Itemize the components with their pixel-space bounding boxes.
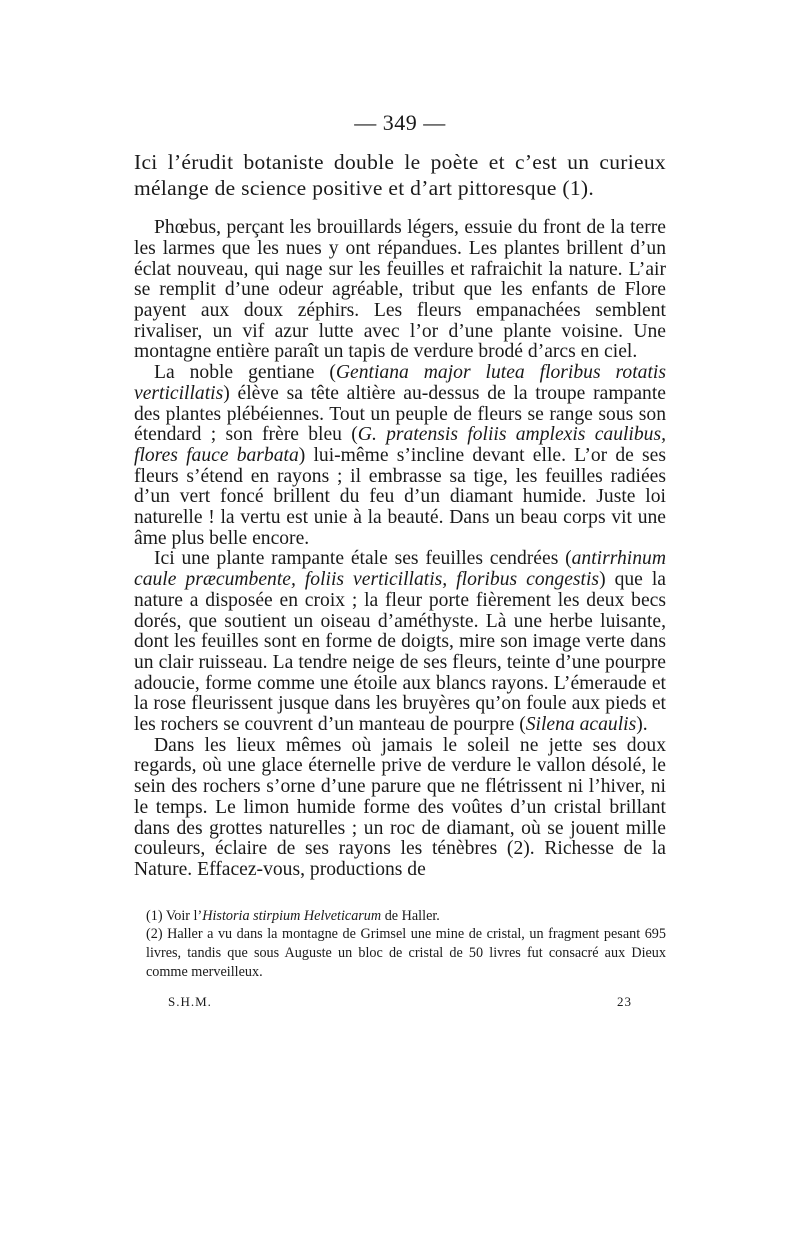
intro-paragraph: Ici l’érudit botaniste double le poète et c’est un curieux mélange de science positive et d’art pittoresque (1). [134,150,666,200]
paragraph-gentiane-text-a: La noble gentiane ( [154,362,336,384]
paragraph-gentiane-text-c: ) élève sa tête altière au-dessus de la troupe rampante des plantes plébéiennes. Tout un peuple de fleurs se range sous son étendard ; son frère bleu ( [134,382,666,446]
paragraph-plante-text-e: ). [636,714,648,736]
paragraph-gentiane [134,363,666,549]
signature-row [134,994,666,1010]
paragraph-gentiane-text-e: ) lui-même s’incline devant elle. L’or de ses fleurs s’étend en rayons ; il embrasse sa tige, les feuilles radiées d’un vert foncé brillent du feu d’un diamant humide. Juste loi naturelle ! la vertu est unie à la beauté. Dans un beau corps vit une âme plus belle encore. [134,444,667,549]
page-number: — 349 — [354,110,446,135]
latin-name-antirrhinum: antirrhinum caule præcumbente, foliis verticillatis, floribus congestis [134,548,666,591]
paragraph-phoebus: Phœbus, perçant les brouillards légers, essuie du front de la terre les larmes que les nues y ont répandues. Les plantes brillent d’un éclat nouveau, qui nage sur les feuilles et rafraichit la nature. L’air se remplit d’une odeur agréable, tribut que les enfants de Flore payent aux doux zéphirs. Les fleurs empanachées semblent rivaliser, un vif azur lutte avec l’or d’une plante voisine. Une montagne entière paraît un tapis de verdure brodé d’arcs en ciel. [134,217,666,363]
footnote-1 [146,907,666,926]
footnote-2: (2) Haller a vu dans la montagne de Grimsel une mine de cristal, un fragment pesant 695 livres, tandis que sous Auguste un bloc de cristal de 50 livres fut consacré aux Dieux comme merveilleux. [146,926,666,981]
sheet-number: 23 [617,993,632,1009]
signature-mark: S.H.M. [168,993,212,1009]
footnote-1-title: Historia stirpium Helveticarum [202,907,382,924]
paragraph-lieux: Dans les lieux mêmes où jamais le soleil ne jette ses doux regards, où une glace éternelle prive de verdure le vallon désolé, le sein des rochers s’orne d’une parure que ne flétrissent ni l’hiver, ni le temps. Le limon humide forme des voûtes d’un cristal brillant dans des grottes naturelles ; un roc de diamant, où se jouent mille couleurs, éclaire de ses rayons les ténèbres (2). Richesse de la Nature. Effacez-vous, productions de [134,734,666,880]
footnote-1-text-c: de Haller. [381,907,440,924]
latin-name-silena: Silena acaulis [525,714,637,736]
latin-name-pratensis: G. pratensis foliis amplexis caulibus, flores fauce barbata [134,424,666,466]
paragraph-plante-rampante [134,549,666,735]
document-page [134,108,666,1010]
paragraph-plante-text-a: Ici une plante rampante étale ses feuilles cendrées ( [154,548,572,570]
latin-name-gentiana: Gentiana major lutea floribus rotatis verticillatis [134,362,666,404]
footnote-1-text-a: (1) Voir l’ [146,907,203,924]
footnotes [134,907,666,982]
paragraph-plante-text-c: ) que la nature a disposée en croix ; la fleur porte fièrement les deux becs dorés, que soutient un oiseau d’améthyste. Là une herbe luisante, dont les feuilles sont en forme de doigts, mire son image verte dans un clair ruisseau. La tendre neige de ses fleurs, teinte d’une pourpre adoucie, forme comme une étoile aux blancs rayons. L’émeraude et la rose fleurissent jusque dans les bruyères qu’on foule aux pieds et les rochers se couvrent d’un manteau de pourpre ( [134,569,666,736]
